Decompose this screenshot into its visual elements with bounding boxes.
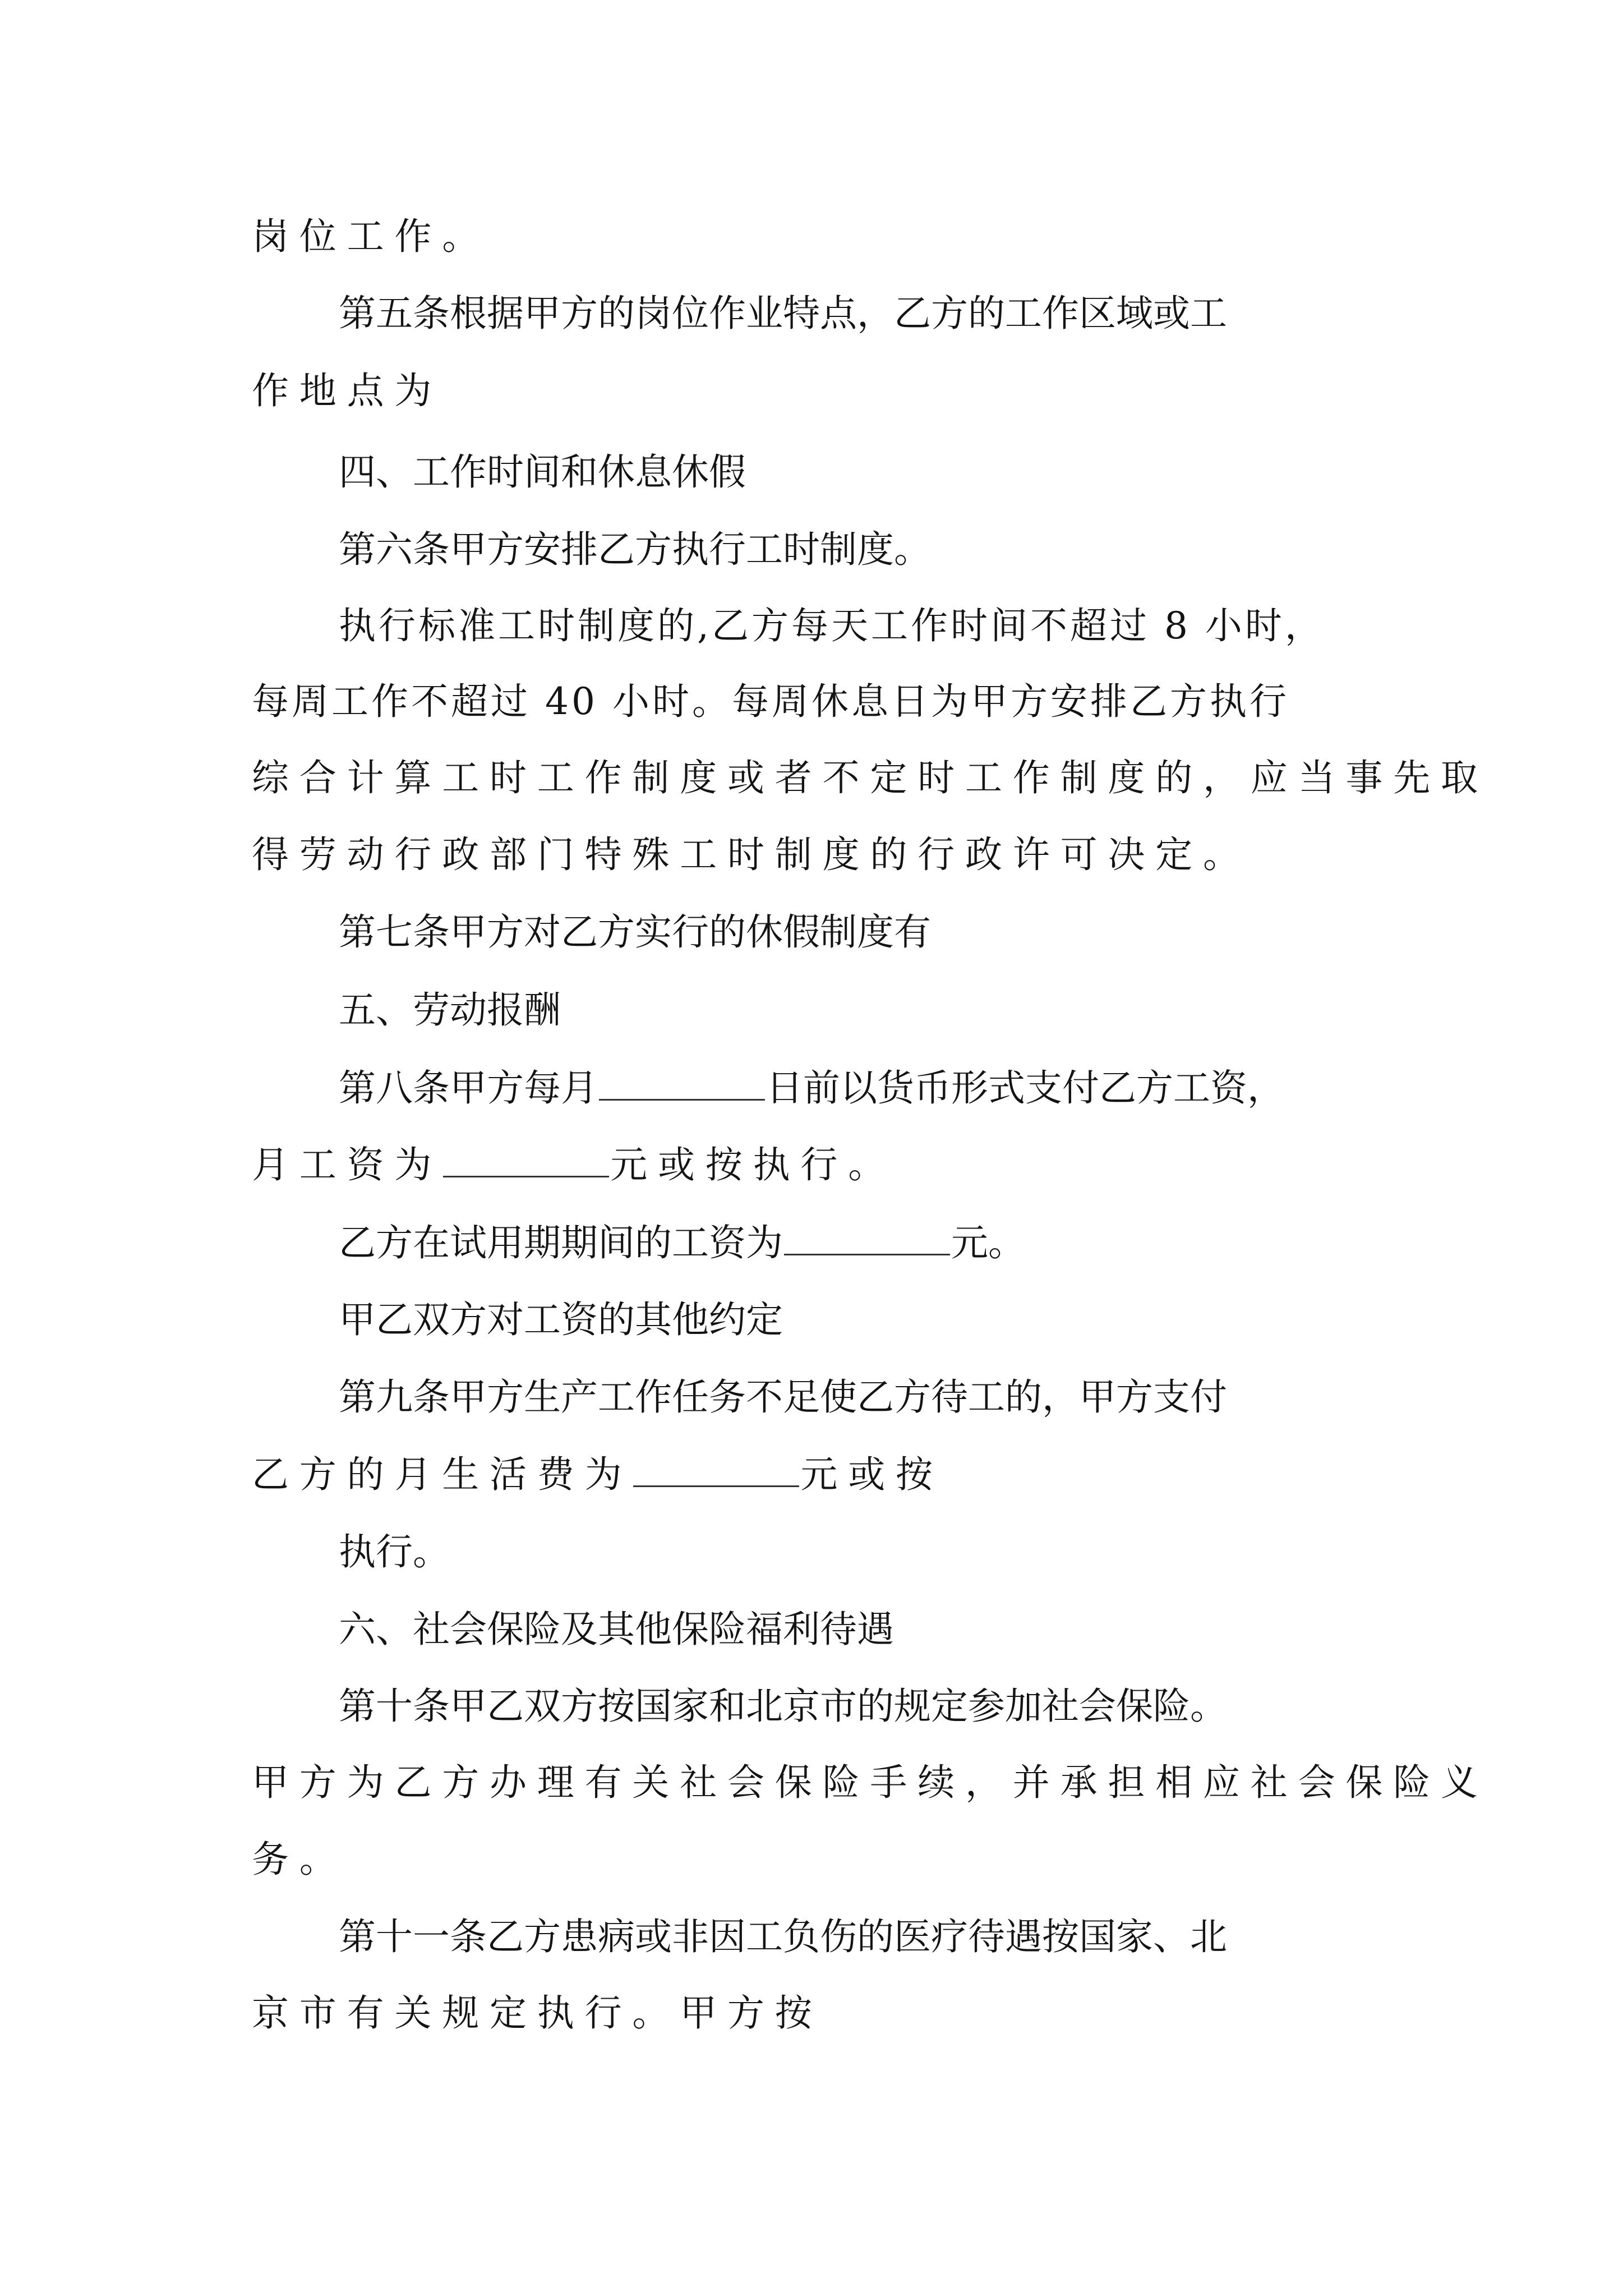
text-line: 岗位工作。 bbox=[252, 215, 490, 258]
text-line bbox=[252, 1452, 943, 1497]
text-line bbox=[252, 1142, 896, 1187]
text-segment: 元。 bbox=[951, 1221, 1025, 1264]
text-segment: 元或按 bbox=[800, 1453, 943, 1496]
text-line: 综合计算工时工作制度或者不定时工作制度的，应当事先取 bbox=[252, 756, 1488, 799]
text-segment: 乙方的月生活费为 bbox=[252, 1453, 633, 1496]
text-line: 第十一条乙方患病或非因工负伤的医疗待遇按国家、北 bbox=[339, 1915, 1227, 1958]
text-segment: 月工资为 bbox=[252, 1143, 442, 1186]
text-line: 甲乙双方对工资的其他约定 bbox=[339, 1298, 783, 1341]
text-segment: 乙方在试用期期间的工资为 bbox=[339, 1221, 783, 1264]
text-line bbox=[339, 1065, 1284, 1110]
fill-in-blank[interactable] bbox=[599, 1065, 765, 1101]
text-line: 第五条根据甲方的岗位作业特点，乙方的工作区域或工 bbox=[339, 292, 1227, 335]
text-line: 得劳动行政部门特殊工时制度的行政许可决定。 bbox=[252, 833, 1251, 876]
text-line: 每周工作不超过 40 小时。每周休息日为甲方安排乙方执行 bbox=[252, 680, 1289, 723]
text-line: 第十条甲乙双方按国家和北京市的规定参加社会保险。 bbox=[339, 1685, 1227, 1728]
section-heading: 五、劳动报酬 bbox=[339, 988, 561, 1032]
section-heading: 四、工作时间和休息休假 bbox=[339, 450, 746, 494]
text-segment: 元或按执行。 bbox=[610, 1143, 896, 1186]
text-line: 京市有关规定执行。甲方按 bbox=[252, 1991, 823, 2035]
text-line: 第七条甲方对乙方实行的休假制度有 bbox=[339, 910, 931, 954]
text-line: 第九条甲方生产工作任务不足使乙方待工的，甲方支付 bbox=[339, 1375, 1227, 1419]
text-segment: 第八条甲方每月 bbox=[339, 1066, 598, 1110]
fill-in-blank[interactable] bbox=[633, 1452, 799, 1487]
text-line: 作地点为 bbox=[252, 369, 442, 412]
text-segment: 日前以货币形式支付乙方工资， bbox=[766, 1066, 1284, 1110]
section-heading: 六、社会保险及其他保险福利待遇 bbox=[339, 1608, 894, 1651]
text-line bbox=[339, 1220, 1025, 1265]
text-line: 执行。 bbox=[339, 1530, 450, 1573]
text-line: 第六条甲方安排乙方执行工时制度。 bbox=[339, 528, 931, 571]
fill-in-blank[interactable] bbox=[784, 1220, 950, 1255]
text-line: 甲方为乙方办理有关社会保险手续，并承担相应社会保险义 bbox=[252, 1761, 1488, 1804]
text-line: 执行标准工时制度的,乙方每天工作时间不超过 8 小时， bbox=[339, 604, 1325, 647]
fill-in-blank[interactable] bbox=[443, 1142, 609, 1177]
text-line: 务。 bbox=[252, 1838, 347, 1881]
